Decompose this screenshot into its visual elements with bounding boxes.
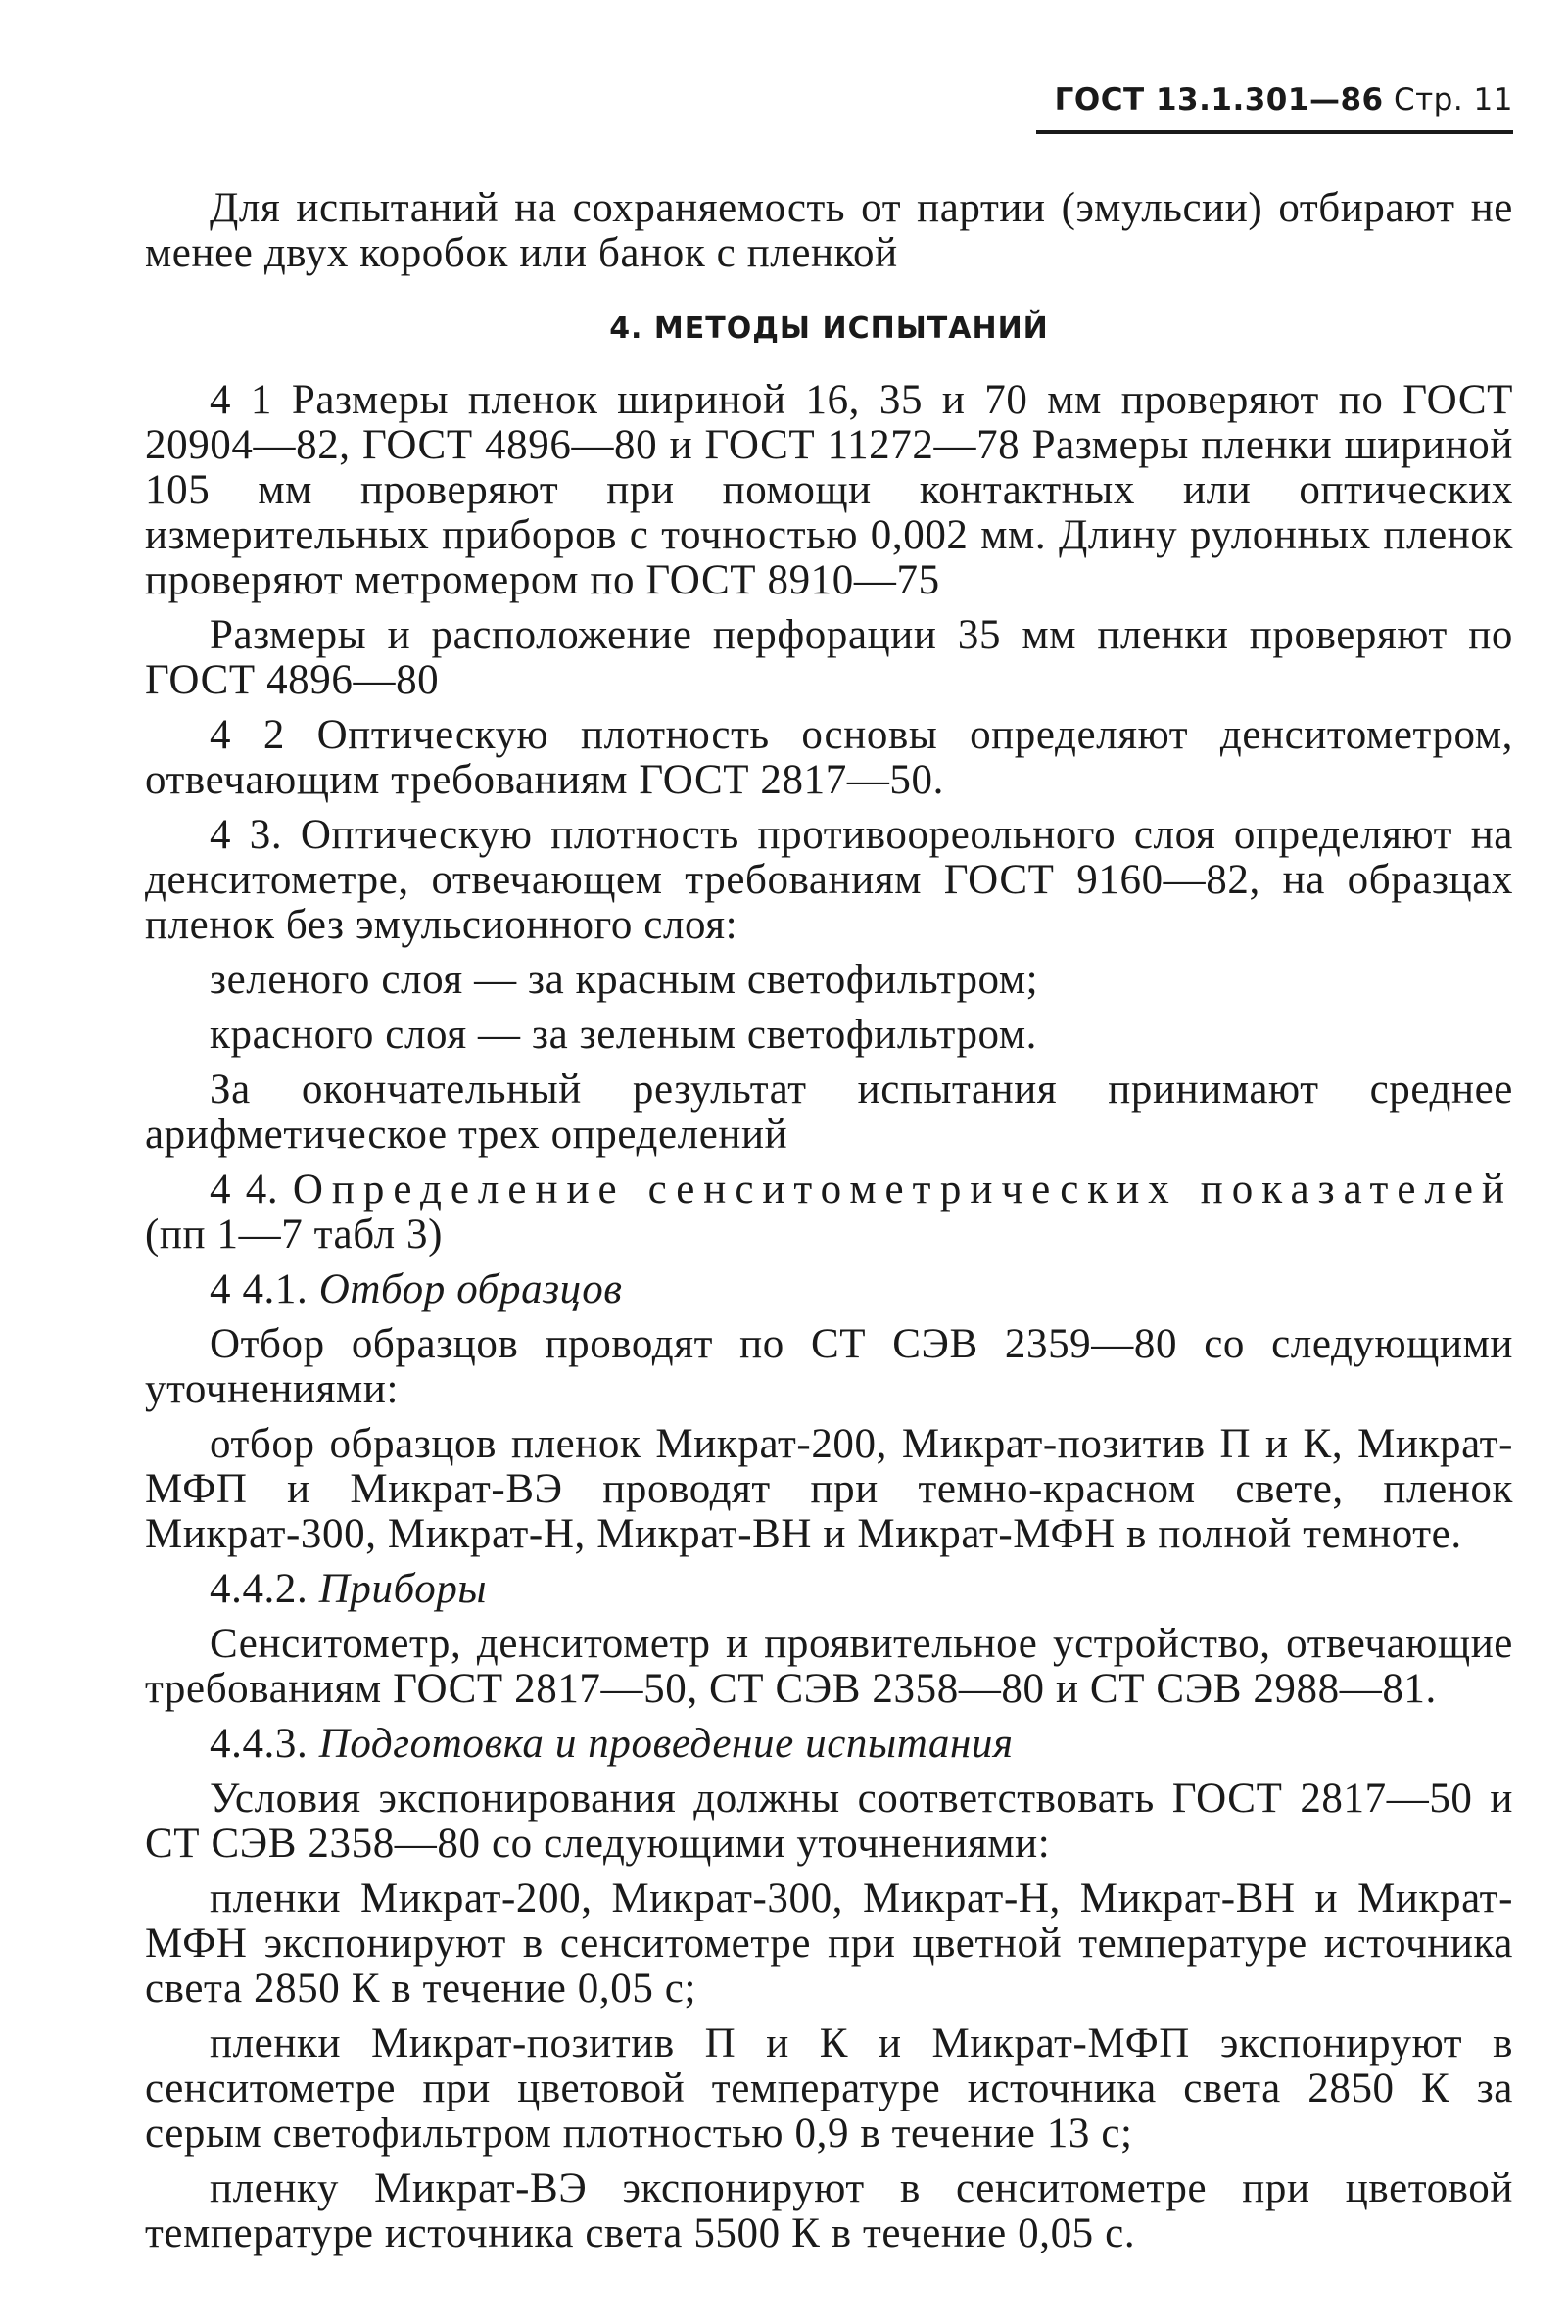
clause-4-3-red-layer: красного слоя — за зеленым светофильтром.	[210, 1012, 1038, 1058]
clause-4-4	[145, 1167, 1513, 1257]
clause-4-4-title: Определение сенситометрических показателей	[292, 1166, 1513, 1212]
clause-4-4-1-text: Отбор образцов проводят по СТ СЭВ 2359—80 со следующими уточнениями:	[145, 1321, 1513, 1412]
clause-4-4-3-item-a: пленки Микрат-200, Микрат-300, Микрат-Н, Микрат-ВН и Микрат-МФН экспонируют в сенситометре при цветной температуре источника света 2850 К в течение 0,05 с;	[145, 1875, 1513, 2012]
clause-4-4-1-number: 4 4.1.	[210, 1266, 309, 1312]
clause-4-4-number: 4 4.	[210, 1166, 279, 1212]
document-body	[145, 186, 1513, 2256]
page-header	[979, 80, 1513, 119]
clause-4-3-green-layer: зеленого слоя — за красным светофильтром;	[210, 957, 1039, 1003]
clause-4-4-2-title: Приборы	[318, 1566, 488, 1612]
clause-4-4-2-number: 4.4.2.	[210, 1566, 309, 1612]
clause-4-4-3-title: Подготовка и проведение испытания	[318, 1721, 1014, 1767]
clause-4-4-ref: (пп 1—7 табл 3)	[145, 1211, 444, 1257]
section-heading: 4. МЕТОДЫ ИСПЫТАНИЙ	[609, 311, 1049, 346]
clause-4-4-3-item-c: пленку Микрат-ВЭ экспонируют в сенситометре при цветовой температуре источника света 5500 К в течение 0,05 с.	[145, 2165, 1513, 2256]
page-number: Стр. 11	[1393, 82, 1513, 118]
standard-number: ГОСТ 13.1.301—86	[1054, 82, 1384, 118]
clause-4-4-1-heading	[145, 1267, 1513, 1312]
intro-paragraph: Для испытаний на сохраняемость от партии (эмульсии) отбирают не менее двух коробок или банок с пленкой	[145, 185, 1513, 276]
clause-4-4-2-heading	[145, 1567, 1513, 1612]
clause-4-4-1-detail: отбор образцов пленок Микрат-200, Микрат-позитив П и К, Микрат-МФП и Микрат-ВЭ проводят при темно-красном свете, пленок Микрат-300, Микрат-Н, Микрат-ВН и Микрат-МФН в полной темноте.	[145, 1421, 1513, 1557]
header-rule	[1036, 130, 1513, 134]
clause-4-4-2-text: Сенситометр, денситометр и проявительное устройство, отвечающие требованиям ГОСТ 2817—50, СТ СЭВ 2358—80 и СТ СЭВ 2988—81.	[145, 1621, 1513, 1712]
clause-4-1-perforation: Размеры и расположение перфорации 35 мм пленки проверяют по ГОСТ 4896—80	[145, 612, 1513, 703]
clause-4-2: 4 2 Оптическую плотность основы определяют денситометром, отвечающим требованиям ГОСТ 2817—50.	[145, 712, 1513, 803]
clause-4-4-3-heading	[145, 1722, 1513, 1767]
clause-4-4-3-text: Условия экспонирования должны соответствовать ГОСТ 2817—50 и СТ СЭВ 2358—80 со следующими уточнениями:	[145, 1776, 1513, 1867]
clause-4-1: 4 1 Размеры пленок шириной 16, 35 и 70 мм проверяют по ГОСТ 20904—82, ГОСТ 4896—80 и ГОСТ 11272—78 Размеры пленки шириной 105 мм проверяют при помощи контактных или оптических измерительных приборов с точностью 0,002 мм. Длину рулонных пленок проверяют метромером по ГОСТ 8910—75	[145, 377, 1513, 603]
clause-4-3: 4 3. Оптическую плотность противоореольного слоя определяют на денситометре, отвечающем требованиям ГОСТ 9160—82, на образцах пленок без эмульсионного слоя:	[145, 812, 1513, 948]
clause-4-4-1-title: Отбор образцов	[318, 1266, 623, 1312]
clause-4-3-result: За окончательный результат испытания принимают среднее арифметическое трех определений	[145, 1067, 1513, 1158]
clause-4-4-3-item-b: пленки Микрат-позитив П и К и Микрат-МФП экспонируют в сенситометре при цветовой температуре источника света 2850 К за серым светофильтром плотностью 0,9 в течение 13 с;	[145, 2020, 1513, 2157]
clause-4-4-3-number: 4.4.3.	[210, 1721, 309, 1767]
